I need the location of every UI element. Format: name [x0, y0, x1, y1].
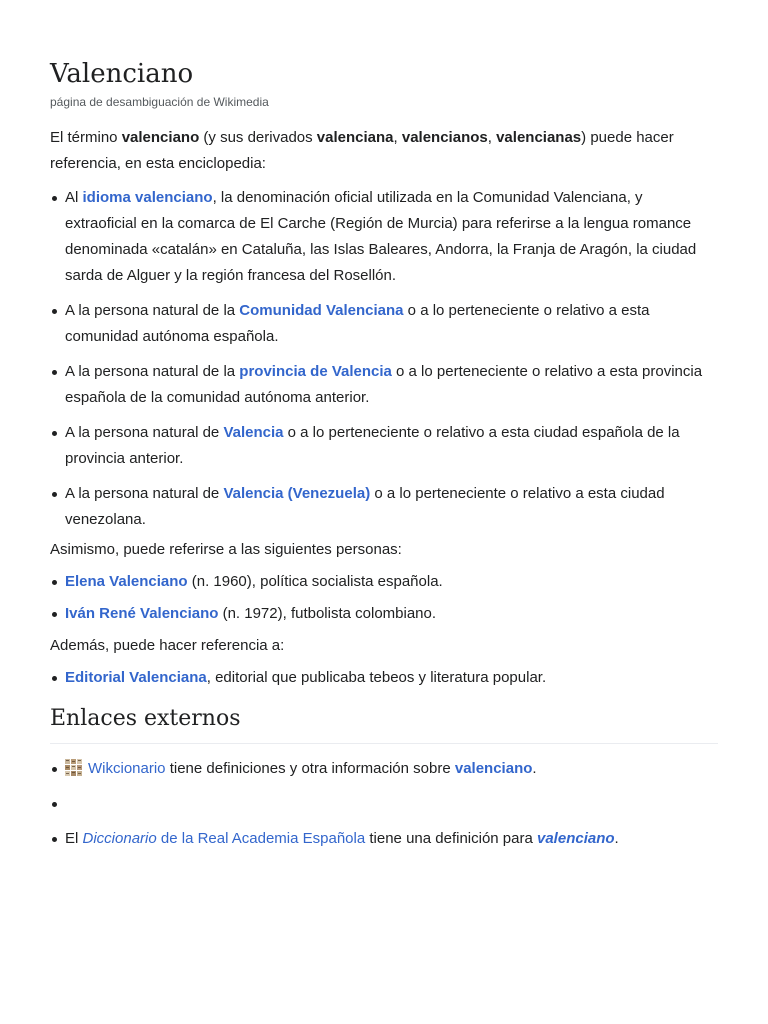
list-item: A la persona natural de Valencia (Venezuela) o a lo perteneciente o relativo a esta ciudad venezolana.	[65, 481, 718, 533]
link-idioma-valenciano[interactable]: idioma valenciano	[82, 189, 213, 206]
term-bold: valencianos	[401, 129, 488, 146]
link-ivan-rene-valenciano[interactable]: Iván René Valenciano	[65, 605, 219, 622]
link-editorial-valenciana[interactable]: Editorial Valenciana	[65, 669, 207, 686]
link-diccionario-rae[interactable]: Diccionario de la Real Academia Española	[82, 830, 366, 847]
list-item: A la persona natural de la Comunidad Valenciana o a lo perteneciente o relativo a esta comunidad autónoma española.	[65, 298, 718, 350]
link-elena-valenciano[interactable]: Elena Valenciano	[65, 573, 188, 590]
term-bold: valenciano	[121, 129, 200, 146]
link-wikt-term[interactable]: valenciano	[454, 760, 533, 777]
page-title: Valenciano	[50, 59, 194, 89]
list-item: Iván René Valenciano (n. 1972), futbolista colombiano.	[65, 601, 718, 627]
list-item-empty	[65, 791, 718, 817]
link-rae-term[interactable]: valenciano	[537, 830, 615, 847]
link-valencia-venezuela[interactable]: Valencia (Venezuela)	[223, 485, 371, 502]
list-item: El Diccionario de la Real Academia Española tiene una definición para valenciano.	[65, 826, 718, 852]
list-item: A la persona natural de la provincia de Valencia o a lo perteneciente o relativo a esta provincia española de la comunidad autónoma anterior.	[65, 359, 718, 411]
link-valencia[interactable]: Valencia	[223, 424, 284, 441]
list-item: Elena Valenciano (n. 1960), política socialista española.	[65, 569, 718, 595]
intro-paragraph: El término valenciano (y sus derivados valenciana, valencianos, valencianas) puede hacer referencia, en esta enciclopedia:	[50, 129, 674, 172]
list-item: Al idioma valenciano, la denominación oficial utilizada en la Comunidad Valenciana, y extraoficial en la comarca de El Carche (Región de Murcia) para referirse a la lengua romance denominada «catalán» en Cataluña, las Islas Baleares, Andorra, la Franja de Aragón, la ciudad sarda de Alguer y la región francesa del Rosellón.	[65, 185, 718, 289]
external-links-list	[50, 756, 718, 852]
link-provincia-de-valencia[interactable]: provincia de Valencia	[239, 363, 392, 380]
also-intro: Además, puede hacer referencia a:	[50, 637, 285, 654]
link-comunidad-valenciana[interactable]: Comunidad Valenciana	[239, 302, 404, 319]
term-bold: valencianas	[496, 129, 582, 146]
list-item: Editorial Valenciana, editorial que publicaba tebeos y literatura popular.	[65, 665, 718, 691]
term-bold: valenciana	[316, 129, 394, 146]
link-wikcionario[interactable]: Wikcionario	[88, 760, 166, 777]
section-heading-external: Enlaces externos	[50, 705, 718, 744]
also-list	[50, 665, 718, 691]
list-item: A la persona natural de Valencia o a lo perteneciente o relativo a esta ciudad española de la provincia anterior.	[65, 420, 718, 472]
persons-list	[50, 569, 718, 627]
list-item: Wikcionario tiene definiciones y otra información sobre valenciano.	[65, 756, 718, 782]
meanings-list	[50, 185, 718, 533]
page-subtitle: página de desambiguación de Wikimedia	[50, 95, 269, 109]
wiktionary-logo-icon	[65, 759, 83, 776]
persons-intro: Asimismo, puede referirse a las siguientes personas:	[50, 541, 402, 558]
